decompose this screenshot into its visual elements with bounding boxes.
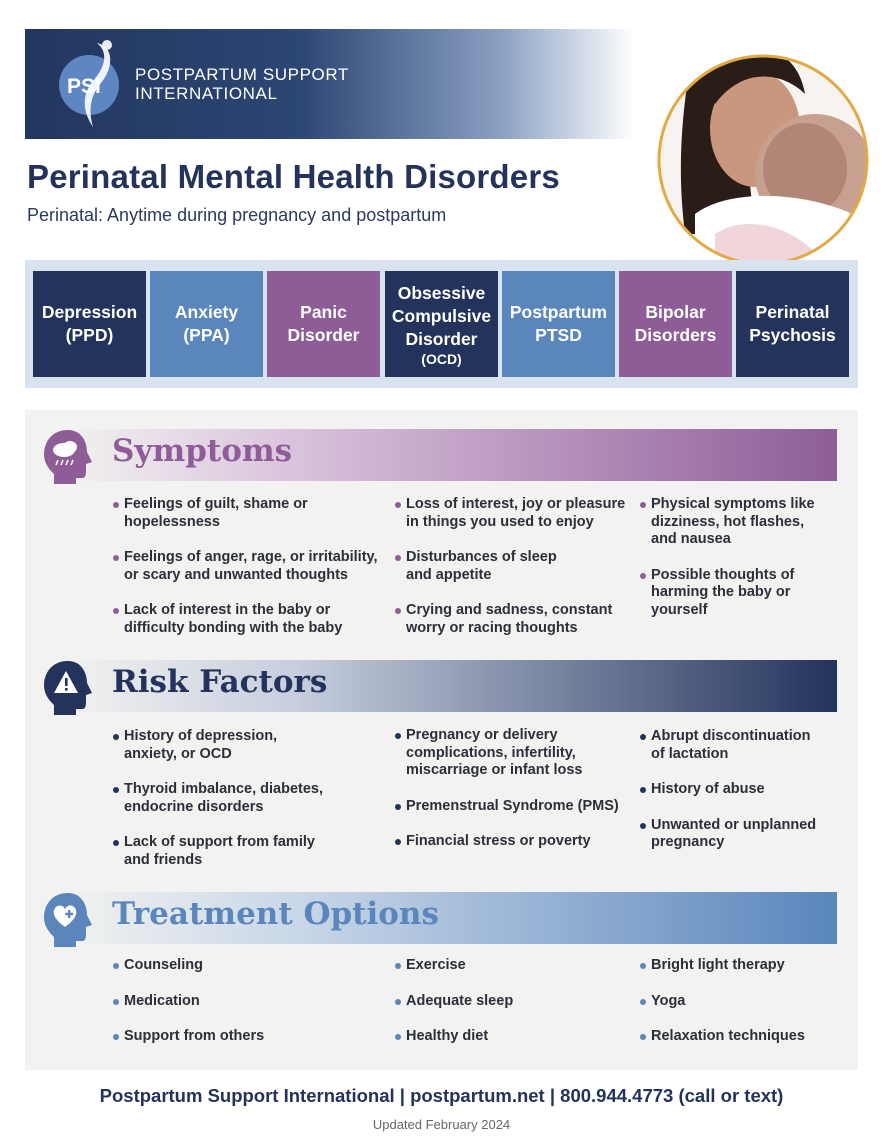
list-item: Physical symptoms like dizziness, hot flashes, and nausea <box>637 496 827 549</box>
disorder-name: Depression <box>41 302 138 322</box>
disorder-name: Panic <box>300 302 347 322</box>
disorder-name: Anxiety <box>174 302 239 322</box>
disorder-tile <box>33 271 146 377</box>
list-item: Lack of support from family and friends <box>110 834 325 869</box>
list-item: Adequate sleep <box>392 993 662 1011</box>
disorder-abbrev: Psychosis <box>749 325 836 345</box>
list-item: Exercise <box>392 957 662 975</box>
list-item: Lack of interest in the baby or difficulty bonding with the baby <box>110 602 380 637</box>
updated-date: Updated February 2024 <box>372 1117 511 1132</box>
head-warning-icon <box>42 659 94 715</box>
list-item: Thyroid imbalance, diabetes, endocrine disorders <box>110 781 325 816</box>
list-item: Abrupt discontinuation of lactation <box>637 728 817 763</box>
disorder-tile <box>150 271 263 377</box>
disorder-abbrev: (OCD) <box>421 350 462 367</box>
disorder-abbrev: PTSD <box>535 325 582 345</box>
list-item: Relaxation techniques <box>637 1028 837 1046</box>
treatment-heading: Treatment Options <box>112 896 439 932</box>
treatment-list <box>110 957 380 1046</box>
org-name <box>135 65 349 103</box>
head-heart-icon <box>42 891 94 947</box>
list-item: Disturbances of sleep and appetite <box>392 549 567 584</box>
symptoms-heading: Symptoms <box>112 433 293 469</box>
disorder-abbrev: (PPD) <box>65 325 114 345</box>
list-item: Unwanted or unplanned pregnancy <box>637 817 817 852</box>
org-name-line2: INTERNATIONAL <box>135 84 278 103</box>
list-item: History of depression, anxiety, or OCD <box>110 728 290 763</box>
symptoms-list <box>637 496 827 619</box>
disorder-abbrev: (PPA) <box>183 325 230 345</box>
risk-list <box>637 728 827 852</box>
treatment-list <box>392 957 662 1046</box>
disorder-name: Bipolar <box>645 302 706 322</box>
list-item: Loss of interest, joy or pleasure in things you used to enjoy <box>392 496 632 531</box>
list-item: History of abuse <box>637 781 827 799</box>
list-item: Financial stress or poverty <box>392 833 622 851</box>
page-title: Perinatal Mental Health Disorders <box>27 158 560 195</box>
risk-heading: Risk Factors <box>112 664 328 700</box>
list-item: Feelings of anger, rage, or irritability, or scary and unwanted thoughts <box>110 549 380 584</box>
list-item: Counseling <box>110 957 380 975</box>
disorder-tile <box>267 271 380 377</box>
list-item: Pregnancy or delivery complications, infertility, miscarriage or infant loss <box>392 727 592 780</box>
list-item: Bright light therapy <box>637 957 837 975</box>
disorder-abbrev: Disorder <box>405 328 478 349</box>
disorder-tile <box>385 271 498 377</box>
list-item: Support from others <box>110 1028 380 1046</box>
mother-baby-photo <box>655 34 871 286</box>
disorder-name: Obsessive Compulsive <box>391 282 492 326</box>
page-subtitle: Perinatal: Anytime during pregnancy and postpartum <box>27 205 447 225</box>
list-item: Feelings of guilt, shame or hopelessness <box>110 496 380 531</box>
list-item: Healthy diet <box>392 1028 662 1046</box>
list-item: Yoga <box>637 993 837 1011</box>
list-item: Premenstrual Syndrome (PMS) <box>392 798 622 816</box>
symptoms-list <box>110 496 380 637</box>
psi-logo-icon <box>57 39 131 131</box>
treatment-list <box>637 957 837 1046</box>
disorder-abbrev: Disorders <box>634 325 717 345</box>
disorder-name: Perinatal <box>755 302 830 322</box>
disorder-tile <box>502 271 615 377</box>
list-item: Possible thoughts of harming the baby or yourself <box>637 567 797 620</box>
disorder-tile <box>619 271 732 377</box>
risk-list <box>392 727 622 851</box>
head-rain-cloud-icon <box>42 428 94 484</box>
svg-text:PSI: PSI <box>67 75 101 98</box>
list-item: Medication <box>110 993 380 1011</box>
header-banner <box>25 29 635 139</box>
org-name-line1: POSTPARTUM SUPPORT <box>135 65 349 84</box>
disorder-tile <box>736 271 849 377</box>
list-item: Crying and sadness, constant worry or racing thoughts <box>392 602 632 637</box>
symptoms-list <box>392 496 632 637</box>
footer-contact: Postpartum Support International | postpartum.net | 800.944.4773 (call or text) <box>99 1085 784 1106</box>
disorder-name: Postpartum <box>509 302 608 322</box>
disorders-strip <box>25 260 858 388</box>
disorder-abbrev: Disorder <box>287 325 360 345</box>
risk-list <box>110 728 340 869</box>
